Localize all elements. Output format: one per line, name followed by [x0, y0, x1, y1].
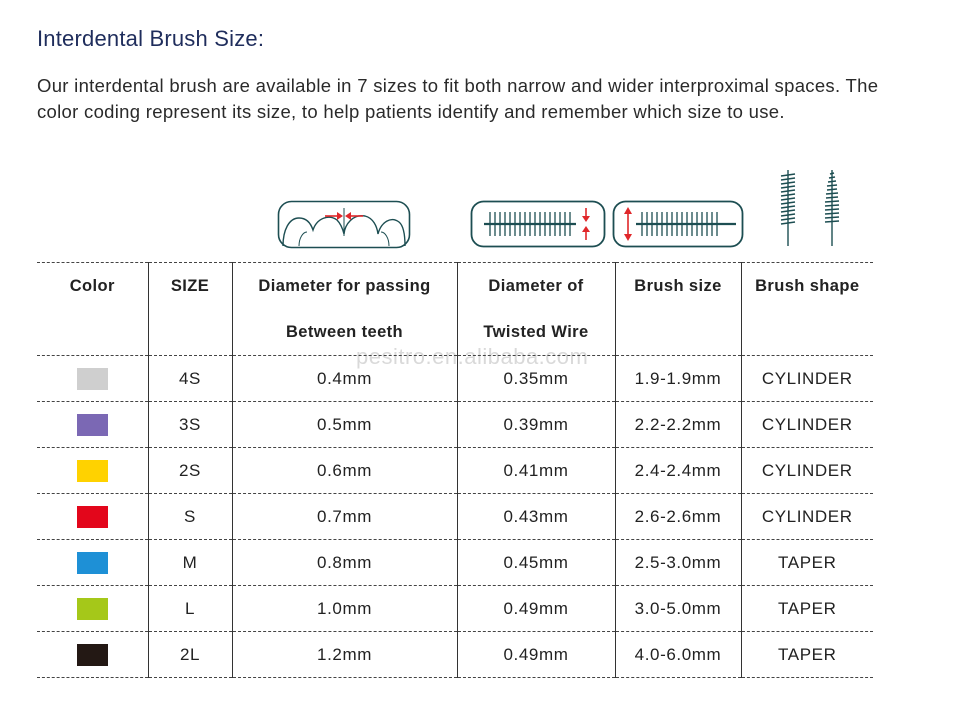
color-cell — [37, 540, 148, 586]
brush-size-cell: 3.0-5.0mm — [615, 586, 741, 632]
color-swatch — [77, 598, 108, 620]
brush-shape-cell: TAPER — [741, 586, 873, 632]
brush-size-cell: 2.2-2.2mm — [615, 402, 741, 448]
table-row — [37, 402, 873, 448]
wire-diameter-cell: 0.35mm — [457, 356, 615, 402]
brush-size-icon — [612, 200, 746, 248]
passing-diameter-cell: 1.2mm — [232, 632, 457, 678]
wire-diameter-cell: 0.41mm — [457, 448, 615, 494]
wire-diameter-cell: 0.49mm — [457, 632, 615, 678]
size-table — [37, 262, 873, 678]
brush-shape-cell: CYLINDER — [741, 402, 873, 448]
color-cell — [37, 632, 148, 678]
size-cell: 2S — [148, 448, 232, 494]
header-diameter-wire-line2: Twisted Wire — [483, 323, 589, 341]
brush-size-cell: 2.5-3.0mm — [615, 540, 741, 586]
brush-shape-cell: TAPER — [741, 540, 873, 586]
brush-size-cell: 2.6-2.6mm — [615, 494, 741, 540]
page-title: Interdental Brush Size: — [37, 26, 265, 51]
passing-diameter-cell: 0.5mm — [232, 402, 457, 448]
intro-paragraph: Our interdental brush are available in 7 sizes to fit both narrow and wider interproximal spaces. The color coding represent its size, to help patients identify and remember which size to use. — [37, 75, 879, 122]
table-row — [37, 586, 873, 632]
table-row — [37, 448, 873, 494]
color-cell — [37, 586, 148, 632]
size-cell: 2L — [148, 632, 232, 678]
header-diameter-wire — [457, 263, 615, 356]
color-cell — [37, 448, 148, 494]
header-size: SIZE — [148, 263, 232, 356]
wire-diameter-cell: 0.49mm — [457, 586, 615, 632]
header-brush-shape: Brush shape — [741, 263, 873, 356]
color-cell — [37, 356, 148, 402]
brush-shape-cell: CYLINDER — [741, 494, 873, 540]
brush-size-cell: 2.4-2.4mm — [615, 448, 741, 494]
size-cell: 4S — [148, 356, 232, 402]
table-row — [37, 540, 873, 586]
size-cell: S — [148, 494, 232, 540]
table-header-row — [37, 263, 873, 356]
size-cell: 3S — [148, 402, 232, 448]
brush-size-cell: 4.0-6.0mm — [615, 632, 741, 678]
passing-diameter-cell: 0.6mm — [232, 448, 457, 494]
header-diameter-passing — [232, 263, 457, 356]
color-cell — [37, 494, 148, 540]
color-swatch — [77, 414, 108, 436]
brush-shape-icon — [770, 166, 850, 250]
passing-diameter-cell: 0.8mm — [232, 540, 457, 586]
wire-diameter-cell: 0.45mm — [457, 540, 615, 586]
brush-shape-cell: CYLINDER — [741, 448, 873, 494]
table-row — [37, 356, 873, 402]
header-diameter-wire-line1: Diameter of — [488, 277, 584, 295]
passing-diameter-cell: 0.7mm — [232, 494, 457, 540]
brush-shape-cell: CYLINDER — [741, 356, 873, 402]
color-swatch — [77, 552, 108, 574]
header-brush-size: Brush size — [615, 263, 741, 356]
table-row — [37, 632, 873, 678]
teeth-gap-icon — [277, 200, 411, 250]
brush-shape-cell: TAPER — [741, 632, 873, 678]
size-cell: M — [148, 540, 232, 586]
color-swatch — [77, 460, 108, 482]
color-swatch — [77, 644, 108, 666]
header-color: Color — [69, 277, 115, 295]
brush-size-cell: 1.9-1.9mm — [615, 356, 741, 402]
wire-diameter-cell: 0.43mm — [457, 494, 615, 540]
header-diameter-passing-line2: Between teeth — [285, 323, 404, 341]
twisted-wire-icon — [470, 200, 606, 248]
passing-diameter-cell: 1.0mm — [232, 586, 457, 632]
size-cell: L — [148, 586, 232, 632]
color-swatch — [77, 368, 108, 390]
wire-diameter-cell: 0.39mm — [457, 402, 615, 448]
color-swatch — [77, 506, 108, 528]
header-diameter-passing-line1: Diameter for passing — [258, 277, 431, 295]
table-row — [37, 494, 873, 540]
watermark: pesitro.en.alibaba.com — [356, 344, 589, 369]
passing-diameter-cell: 0.4mm — [232, 356, 457, 402]
color-cell — [37, 402, 148, 448]
table-body — [37, 356, 873, 678]
